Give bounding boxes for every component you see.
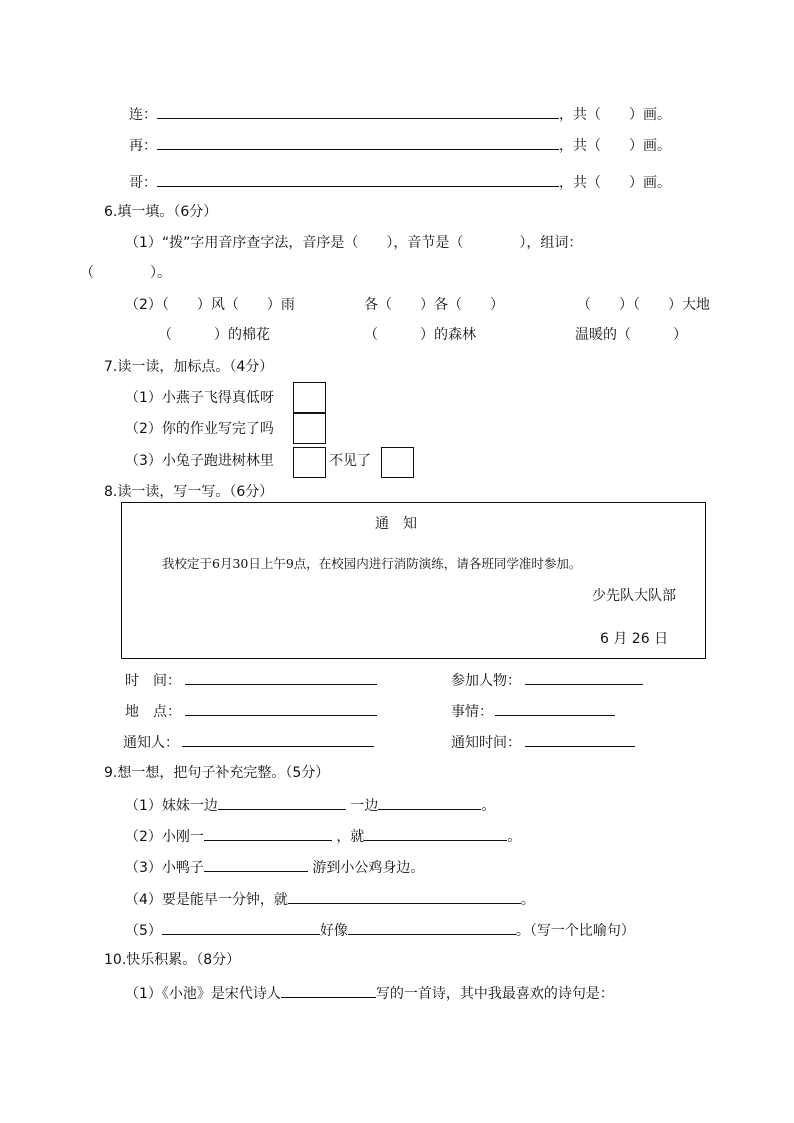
answer-blank[interactable] (288, 889, 521, 904)
item-text: （4）要是能早一分钟，就 (125, 892, 288, 908)
answer-blank[interactable] (185, 670, 377, 685)
q6-line1: （1）“拨”字用音序查字法，音序是（ ），音节是（ ），组词： (125, 235, 583, 251)
field-label: 参加人物： (451, 673, 521, 689)
item-text: 。 (507, 829, 522, 845)
item-text: 好像 (319, 923, 348, 939)
item-text: 。 (520, 892, 535, 908)
notice-date: 6 月 26 日 (600, 631, 669, 647)
punctuation-box[interactable] (381, 447, 414, 478)
answer-blank[interactable] (185, 701, 377, 716)
q6-title: 6.填一填。（6分） (104, 204, 218, 220)
item-text: 。 (481, 798, 496, 814)
q9-title: 9.想一想，把句子补充完整。（5分） (104, 765, 330, 781)
item-text: ，就 (331, 829, 365, 845)
field-label: 时 间： (125, 673, 181, 689)
q9-item-2 (125, 826, 521, 846)
row-tail: ，共（ ）画。 (559, 138, 671, 154)
answer-blank[interactable] (182, 732, 374, 747)
answer-blank[interactable] (204, 826, 332, 841)
q6-phrase-2: （ ）的森林 (364, 327, 476, 343)
q7-title: 7.读一读，加标点。（4分） (104, 359, 274, 375)
q7-item-1: （1）小燕子飞得真低呀 (125, 390, 274, 406)
notice-org: 少先队大队部 (592, 588, 676, 604)
field-label: 事情： (451, 704, 493, 720)
row-tail: ，共（ ）画。 (559, 107, 671, 123)
answer-blank[interactable] (378, 795, 481, 810)
field-notifier (123, 732, 374, 752)
item-text: 一边 (345, 798, 379, 814)
item-text: 。（写一个比喻句） (515, 923, 635, 939)
q10-title: 10.快乐积累。（8分） (104, 952, 241, 968)
q6-phrase-3: 温暖的（ ） (575, 327, 687, 343)
q9-item-5 (125, 920, 635, 940)
answer-blank[interactable] (281, 983, 376, 998)
answer-blank[interactable] (525, 670, 643, 685)
item-text: （1）妹妹一边 (125, 798, 218, 814)
punctuation-box[interactable] (293, 447, 326, 478)
row-char: 再： (129, 138, 157, 154)
q6-idiom-2: 各（ ）各（ ） (364, 297, 504, 313)
item-text: （2）小刚一 (125, 829, 204, 845)
stroke-row-ge (129, 172, 671, 192)
item-text: （3）小鸭子 (125, 860, 204, 876)
answer-blank[interactable] (162, 920, 320, 935)
item-text: （1）《小池》是宋代诗人 (125, 986, 281, 1002)
q9-item-4 (125, 889, 535, 909)
answer-blank[interactable] (157, 135, 559, 150)
field-label: 地 点： (125, 704, 181, 720)
answer-blank[interactable] (348, 920, 516, 935)
q8-title: 8.读一读，写一写。（6分） (104, 484, 274, 500)
field-time (125, 670, 377, 690)
punctuation-box[interactable] (293, 413, 326, 444)
q6-idiom-3: （ ）（ ）大地 (577, 297, 710, 313)
q9-item-3 (125, 857, 424, 877)
answer-blank[interactable] (495, 701, 615, 716)
stroke-row-zai (129, 135, 671, 155)
field-matter (451, 701, 615, 721)
field-notify-time (451, 732, 635, 752)
row-tail: ，共（ ）画。 (559, 175, 671, 191)
notice-heading: 通 知 (375, 516, 417, 532)
q6-phrase-1: （ ）的棉花 (158, 327, 270, 343)
item-text: 游到小公鸡身边。 (307, 860, 425, 876)
field-place (125, 701, 377, 721)
notice-box (121, 502, 706, 659)
q10-line1 (125, 983, 614, 1003)
answer-blank[interactable] (157, 104, 559, 119)
stroke-row-lian (129, 104, 671, 124)
item-text: （5） (125, 923, 162, 939)
field-label: 通知人： (123, 735, 179, 751)
field-label: 通知时间： (451, 735, 521, 751)
answer-blank[interactable] (204, 857, 308, 872)
answer-blank[interactable] (364, 826, 507, 841)
field-participants (451, 670, 643, 690)
q9-item-1 (125, 795, 495, 815)
answer-blank[interactable] (157, 172, 559, 187)
answer-blank[interactable] (218, 795, 346, 810)
q6-idiom-1: （2）（ ）风（ ）雨 (125, 297, 295, 313)
row-char: 哥： (129, 175, 157, 191)
item-text: 写的一首诗，其中我最喜欢的诗句是： (375, 986, 614, 1002)
q7-item-3: （3）小兔子跑进树林里 (125, 453, 274, 469)
q7-item-2: （2）你的作业写完了吗 (125, 421, 274, 437)
row-char: 连： (129, 107, 157, 123)
answer-blank[interactable] (525, 732, 635, 747)
punctuation-box[interactable] (293, 382, 326, 413)
q6-line1b: （ ）。 (80, 265, 171, 281)
notice-body: 我校定于6月30日上午9点，在校园内进行消防演练，请各班同学准时参加。 (162, 556, 582, 571)
q7-item-3-after: 不见了 (329, 453, 371, 469)
